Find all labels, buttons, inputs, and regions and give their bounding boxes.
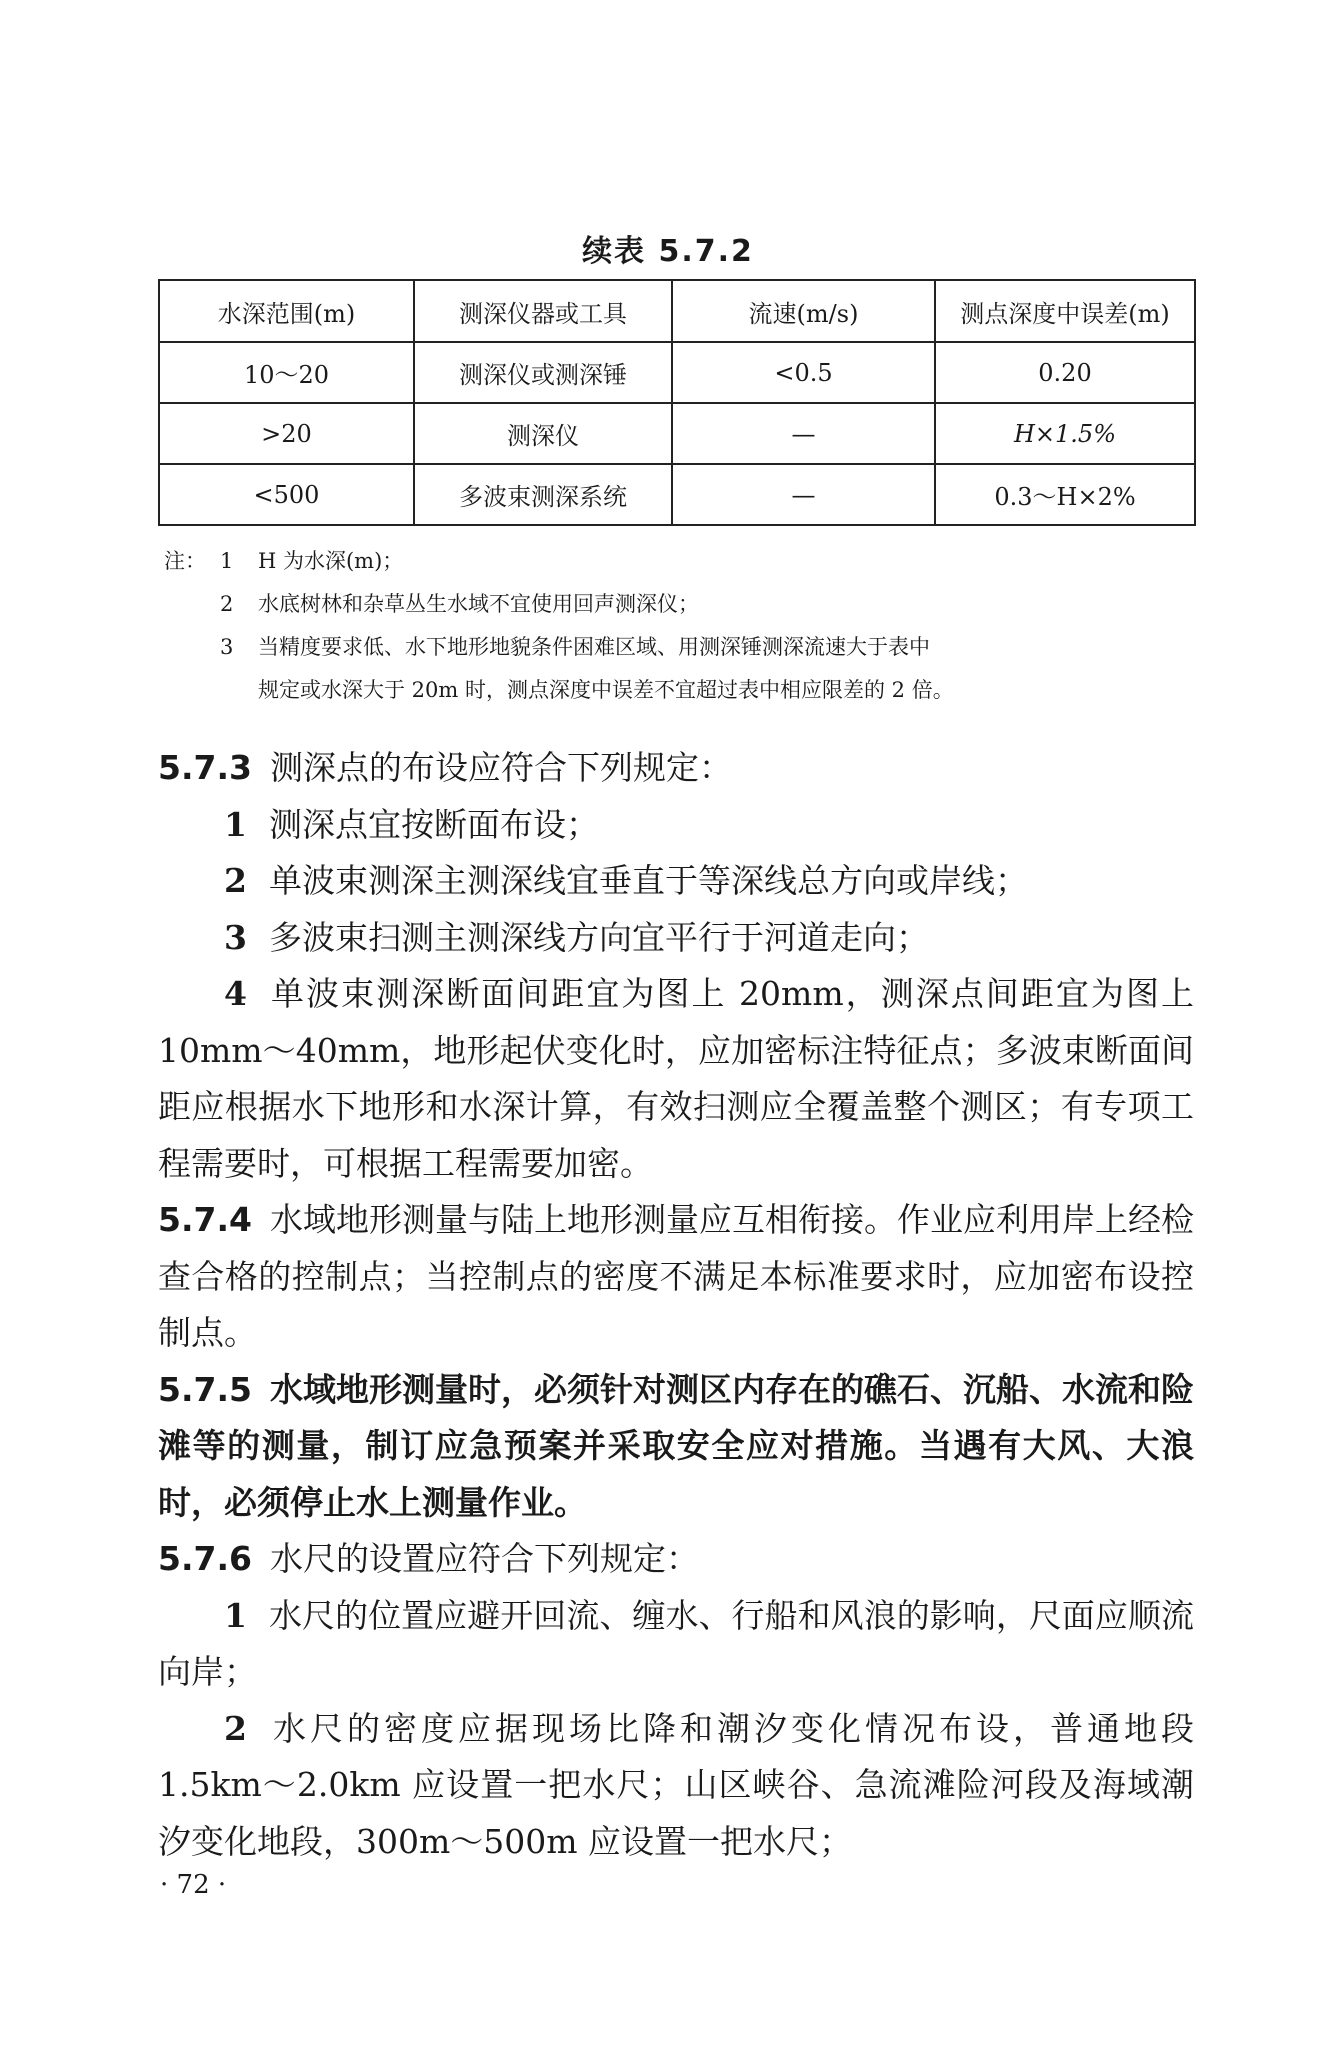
table-cell: <0.5 [672,342,935,403]
note-number: 1 [220,549,234,573]
table-row [159,464,1195,525]
table-row [159,403,1195,464]
item-text: 多波束扫测主测深线方向宜平行于河道走向； [268,917,929,957]
clause-number: 5.7.5 [158,1369,252,1409]
table-cell: 多波束测深系统 [414,464,672,525]
clause-item [158,1701,1194,1871]
table-header-cell: 测深仪器或工具 [414,280,672,342]
notes-label: 注： [164,549,206,573]
note-text: H 为水深(m)； [258,549,404,573]
table-header-cell: 流速(m/s) [672,280,935,342]
table-row [159,342,1195,403]
table-header-row [159,280,1195,342]
item-text: 测深点宜按断面布设； [268,804,599,844]
clause-number: 5.7.6 [158,1539,252,1578]
table-cell: <500 [159,464,414,525]
clause-text: 测深点的布设应符合下列规定： [269,748,732,787]
table-cell: 0.3～H×2% [935,464,1195,525]
clause [158,740,1194,797]
clause-item [158,797,1194,854]
clause-number: 5.7.4 [158,1200,252,1239]
item-number: 1 [224,1595,247,1635]
table-cell: 测深仪 [414,403,672,464]
clause-item [158,853,1194,910]
note-number: 2 [220,592,234,616]
table-cell: 10～20 [159,342,414,403]
clause-number: 5.7.3 [158,748,252,787]
clause-text: 水尺的设置应符合下列规定： [269,1539,699,1578]
item-number: 1 [224,804,247,844]
clause [158,1531,1194,1588]
clause-text: 水域地形测量时，必须针对测区内存在的礁石、沉船、水流和险滩等的测量，制订应急预案并采取安全应对措施。当遇有大风、大浪时，必须停止水上测量作业。 [158,1369,1194,1522]
item-number: 2 [224,1708,247,1748]
clause-item [158,1588,1194,1701]
page-number: · 72 · [160,1870,227,1900]
mandatory-clause [158,1362,1194,1532]
body-text [158,740,1194,1870]
note-text: 水底树林和杂草丛生水域不宜使用回声测深仪； [258,592,699,616]
table-title: 续表 5.7.2 [582,234,754,269]
item-text: 单波束测深断面间距宜为图上 20mm，测深点间距宜为图上 10mm～40mm，地形起伏变化时，应加密标注特征点；多波束断面间距应根据水下地形和水深计算，有效扫测应全覆盖整个测区；有专项工程需要时，可根据工程需要加密。 [158,974,1194,1183]
table-header-cell: 水深范围(m) [159,280,414,342]
table-cell: 测深仪或测深锤 [414,342,672,403]
item-text: 水尺的密度应据现场比降和潮汐变化情况布设，普通地段 1.5km～2.0km 应设置一把水尺；山区峡谷、急流滩险河段及海域潮汐变化地段，300m～500m 应设置一把水尺； [158,1708,1194,1861]
clause-item [158,910,1194,967]
item-number: 2 [224,861,247,900]
note-number: 3 [220,635,234,659]
table-cell: — [672,403,935,464]
note-text: 当精度要求低、水下地形地貌条件困难区域、用测深锤测深流速大于表中 [258,635,930,659]
table-cell: >20 [159,403,414,464]
spec-table [158,279,1196,526]
table-cell: — [672,464,935,525]
clause-item [158,966,1194,1192]
item-text: 水尺的位置应避开回流、缠水、行船和风浪的影响，尺面应顺流向岸； [158,1595,1194,1691]
clause [158,1192,1194,1362]
table-header-cell: 测点深度中误差(m) [935,280,1195,342]
item-number: 3 [224,917,247,957]
note-text: 规定或水深大于 20m 时，测点深度中误差不宜超过表中相应限差的 2 倍。 [258,678,954,702]
item-number: 4 [224,974,247,1013]
item-text: 单波束测深主测深线宜垂直于等深线总方向或岸线； [268,861,1028,900]
clause-text: 水域地形测量与陆上地形测量应互相衔接。作业应利用岸上经检查合格的控制点；当控制点的密度不满足本标准要求时，应加密布设控制点。 [158,1200,1194,1352]
table-cell: 0.20 [935,342,1195,403]
table-cell: H×1.5% [935,403,1195,464]
